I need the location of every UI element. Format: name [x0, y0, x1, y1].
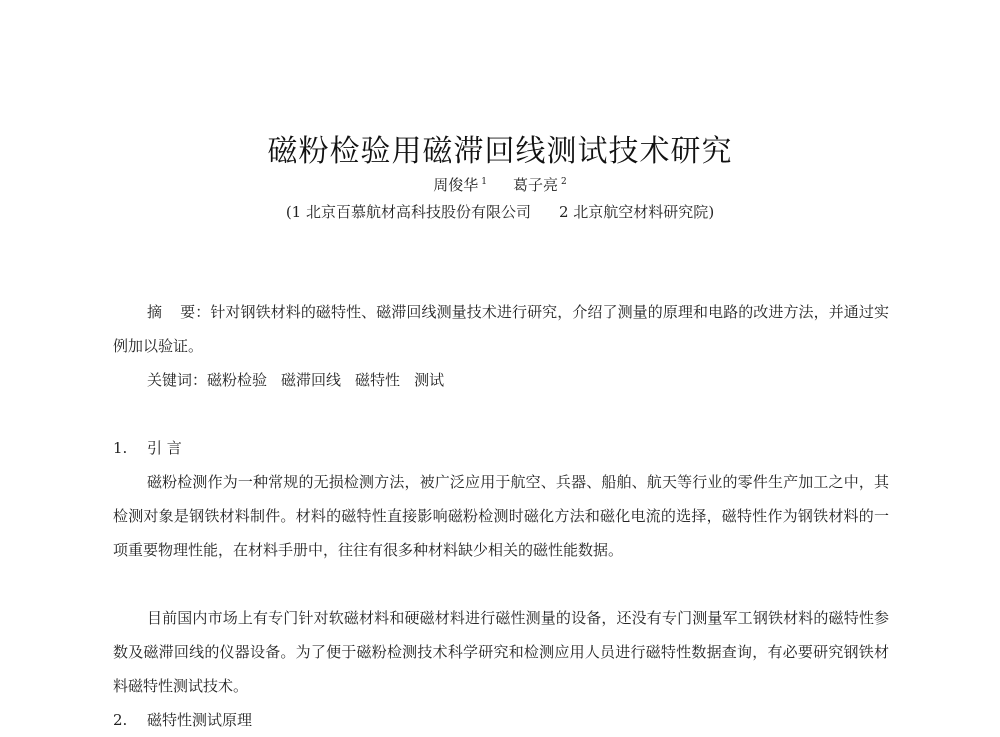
affiliation-line — [0, 201, 1000, 222]
keywords — [147, 363, 889, 397]
author-name: 周俊华 — [433, 176, 479, 194]
paper-title: 磁粉检验用磁滞回线测试技术研究 — [267, 134, 733, 169]
abstract — [113, 295, 889, 363]
author-affiliation-mark: 2 — [561, 177, 567, 187]
section-heading — [113, 703, 252, 737]
body-paragraph: 目前国内市场上有专门针对软磁材料和硬磁材料进行磁性测量的设备，还没有专门测量军工钢铁材料的磁特性参数及磁滞回线的仪器设备。为了便于磁粉检测技术科学研究和检测应用人员进行磁特性数据查询，有必要研究钢铁材料磁特性测试技术。 — [113, 609, 889, 695]
affiliation-open-paren: ( — [285, 203, 292, 221]
section-number: 1. — [113, 439, 128, 457]
affiliation-close-paren: ) — [708, 203, 715, 221]
section-number: 2. — [113, 711, 128, 729]
keywords-label: 关键词： — [147, 371, 208, 389]
affiliation-second: 2 北京航空材料研究院 — [559, 203, 709, 221]
section-title: 引 言 — [147, 439, 182, 457]
affiliation-first: 1 北京百慕航材高科技股份有限公司 — [291, 203, 531, 221]
abstract-label-a: 摘 — [147, 303, 163, 321]
abstract-text: 针对钢铁材料的磁特性、磁滞回线测量技术进行研究，介绍了测量的原理和电路的改进方法，并通过实例加以验证。 — [113, 303, 889, 355]
keyword-item: 测试 — [414, 371, 445, 389]
section-title: 磁特性测试原理 — [147, 711, 253, 729]
author-line — [0, 174, 1000, 195]
abstract-label-b: 要： — [180, 303, 211, 321]
section-heading — [113, 431, 182, 465]
keyword-item: 磁特性 — [355, 371, 401, 389]
body-paragraph: 磁粉检测作为一种常规的无损检测方法，被广泛应用于航空、兵器、船舶、航天等行业的零件生产加工之中，其检测对象是钢铁材料制件。材料的磁特性直接影响磁粉检测时磁化方法和磁化电流的选择，磁特性作为钢铁材料的一项重要物理性能，在材料手册中，往往有很多种材料缺少相关的磁性能数据。 — [113, 473, 889, 559]
keyword-item: 磁滞回线 — [281, 371, 342, 389]
author-name: 葛子亮 — [513, 176, 559, 194]
keyword-item: 磁粉检验 — [207, 371, 268, 389]
author-affiliation-mark: 1 — [481, 177, 487, 187]
